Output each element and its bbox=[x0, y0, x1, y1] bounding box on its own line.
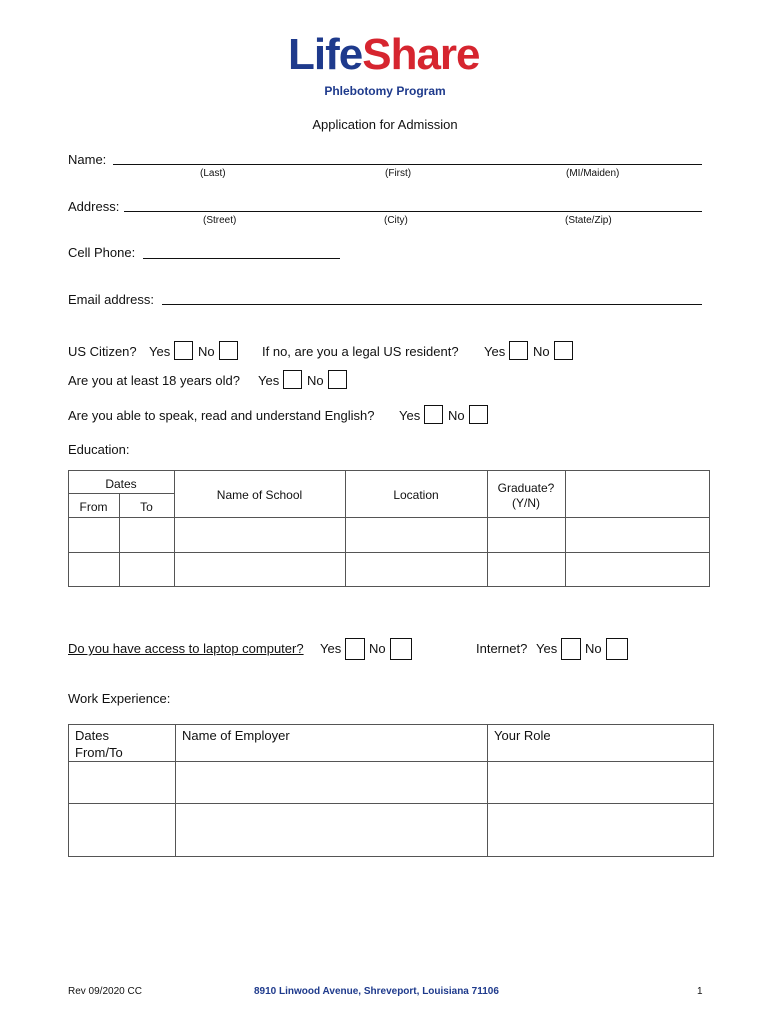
internet-yes-checkbox[interactable] bbox=[561, 638, 581, 660]
resident-yes-checkbox[interactable] bbox=[509, 341, 528, 360]
internet-no-checkbox[interactable] bbox=[606, 638, 628, 660]
internet-question: Internet? bbox=[476, 641, 528, 656]
edu-col-dates: Dates bbox=[105, 477, 137, 491]
address-sub-state: (State/Zip) bbox=[565, 215, 612, 226]
edu-row-1[interactable] bbox=[69, 518, 709, 551]
edu-col-to: To bbox=[140, 500, 153, 514]
resident-no-label: No bbox=[533, 344, 550, 359]
logo-life: Life bbox=[288, 30, 363, 79]
name-sub-last: (Last) bbox=[200, 168, 226, 179]
resident-question: If no, are you a legal US resident? bbox=[262, 344, 459, 359]
laptop-no-label: No bbox=[369, 641, 386, 656]
citizen-yes-label: Yes bbox=[149, 344, 171, 359]
edu-col-location: Location bbox=[393, 488, 439, 502]
age-yes-label: Yes bbox=[258, 373, 280, 388]
work-row-1[interactable] bbox=[69, 762, 713, 802]
citizen-question: US Citizen? bbox=[68, 344, 137, 359]
age-no-label: No bbox=[307, 373, 324, 388]
page-title: Application for Admission bbox=[312, 117, 458, 132]
name-field[interactable] bbox=[113, 164, 702, 165]
address-label: Address: bbox=[68, 199, 120, 214]
email-label: Email address: bbox=[68, 292, 154, 307]
laptop-yes-label: Yes bbox=[320, 641, 342, 656]
lifeshare-logo bbox=[288, 30, 480, 80]
laptop-question: Do you have access to laptop computer? bbox=[68, 641, 304, 656]
work-col-role: Your Role bbox=[494, 728, 551, 743]
program-name: Phlebotomy Program bbox=[324, 84, 446, 98]
address-sub-city: (City) bbox=[384, 215, 408, 226]
english-no-label: No bbox=[448, 408, 465, 423]
resident-no-checkbox[interactable] bbox=[554, 341, 573, 360]
cell-phone-field[interactable] bbox=[143, 258, 340, 259]
english-yes-label: Yes bbox=[399, 408, 421, 423]
work-col-dates: Dates bbox=[75, 728, 109, 743]
work-row-2[interactable] bbox=[69, 804, 713, 856]
edu-row-2[interactable] bbox=[69, 553, 709, 586]
citizen-no-label: No bbox=[198, 344, 215, 359]
laptop-no-checkbox[interactable] bbox=[390, 638, 412, 660]
work-col-employer: Name of Employer bbox=[182, 728, 290, 743]
english-no-checkbox[interactable] bbox=[469, 405, 488, 424]
laptop-yes-checkbox[interactable] bbox=[345, 638, 365, 660]
page-number: 1 bbox=[697, 986, 703, 997]
cell-phone-label: Cell Phone: bbox=[68, 245, 136, 260]
edu-col-yn: (Y/N) bbox=[512, 496, 540, 510]
age-question: Are you at least 18 years old? bbox=[68, 373, 240, 388]
work-label: Work Experience: bbox=[68, 691, 171, 706]
citizen-no-checkbox[interactable] bbox=[219, 341, 238, 360]
citizen-yes-checkbox[interactable] bbox=[174, 341, 193, 360]
address-field[interactable] bbox=[124, 211, 702, 212]
name-label: Name: bbox=[68, 152, 107, 167]
address-sub-street: (Street) bbox=[203, 215, 237, 226]
age-yes-checkbox[interactable] bbox=[283, 370, 302, 389]
footer-address: 8910 Linwood Avenue, Shreveport, Louisiana 71106 bbox=[254, 986, 499, 997]
age-no-checkbox[interactable] bbox=[328, 370, 347, 389]
edu-col-school: Name of School bbox=[216, 488, 303, 502]
internet-yes-label: Yes bbox=[536, 641, 558, 656]
name-sub-mi: (MI/Maiden) bbox=[566, 168, 620, 179]
internet-no-label: No bbox=[585, 641, 602, 656]
edu-col-graduate: Graduate? bbox=[497, 481, 555, 495]
english-yes-checkbox[interactable] bbox=[424, 405, 443, 424]
name-sub-first: (First) bbox=[385, 168, 412, 179]
edu-col-from: From bbox=[79, 500, 108, 514]
resident-yes-label: Yes bbox=[484, 344, 506, 359]
revision-note: Rev 09/2020 CC bbox=[68, 986, 142, 997]
work-col-fromto: From/To bbox=[75, 745, 123, 760]
english-question: Are you able to speak, read and understand English? bbox=[68, 408, 375, 423]
logo-share: Share bbox=[362, 30, 480, 79]
email-field[interactable] bbox=[162, 304, 702, 305]
education-label: Education: bbox=[68, 442, 130, 457]
